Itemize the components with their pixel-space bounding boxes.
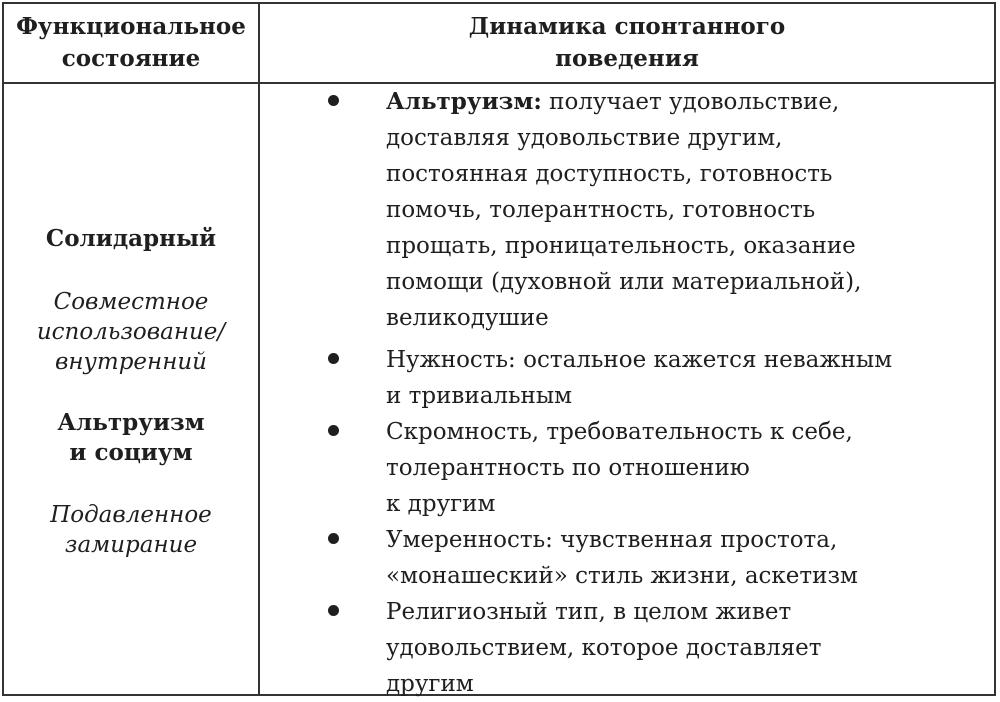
state-solidarny: Солидарный xyxy=(45,225,217,252)
functional-state-cell xyxy=(4,84,258,694)
item-3-line-3: к другим xyxy=(386,491,496,517)
state-altruizm-line-1: Альтруизм xyxy=(57,409,205,436)
state-sovmestnoe-line-3: внутренний xyxy=(55,349,207,375)
state-podavlennoe-line-1: Подавленное xyxy=(50,502,212,528)
item-1-line-4: помочь, толерантность, готовность xyxy=(386,197,816,223)
item-1-first-rest: получает удовольствие, xyxy=(541,89,840,115)
item-4-line-2: «монашеский» стиль жизни, аскетизм xyxy=(386,563,858,589)
item-1-line-3: постоянная доступность, готовность xyxy=(386,161,833,187)
item-5-line-2: удовольствием, которое доставляет xyxy=(386,635,822,661)
item-4-line-1: Умеренность: чувственная простота, xyxy=(386,527,838,553)
item-5-line-3: другим xyxy=(386,671,474,697)
bullet-icon xyxy=(328,425,339,436)
behavior-dynamics-cell xyxy=(260,84,994,697)
item-1-line-7: великодушие xyxy=(386,305,549,331)
header-col1-line-2: состояние xyxy=(61,45,201,72)
item-3-line-1: Скромность, требовательность к себе, xyxy=(386,419,853,445)
item-5-line-1: Религиозный тип, в целом живет xyxy=(386,599,792,625)
bullet-icon xyxy=(328,95,339,106)
bullet-icon xyxy=(328,533,339,544)
item-2-line-2: и тривиальным xyxy=(386,383,573,409)
state-sovmestnoe-line-2: использование/ xyxy=(36,319,226,345)
state-sovmestnoe-line-1: Совместное xyxy=(53,289,209,315)
bullet-icon xyxy=(328,353,339,364)
header-col2-line-1: Динамика спонтанного xyxy=(468,13,786,40)
item-1-line-2: доставляя удовольствие другим, xyxy=(386,125,783,151)
item-1-bold: Альтруизм: xyxy=(386,88,542,115)
item-1-line-1 xyxy=(386,84,986,120)
functional-state-table xyxy=(2,2,996,696)
item-1-line-5: прощать, проницательность, оказание xyxy=(386,233,856,259)
header-col1-line-1: Функциональное xyxy=(16,13,246,40)
header-behavior-dynamics xyxy=(260,4,994,82)
state-altruizm-line-2: и социум xyxy=(69,439,193,466)
item-2-line-1: Нужность: остальное кажется неважным xyxy=(386,347,893,373)
header-col2-line-2: поведения xyxy=(555,45,699,72)
item-3-line-2: толерантность по отношению xyxy=(386,455,750,481)
bullet-icon xyxy=(328,605,339,616)
header-functional-state xyxy=(4,4,258,82)
item-1-line-6: помощи (духовной или материальной), xyxy=(386,269,862,295)
state-podavlennoe-line-2: замирание xyxy=(64,532,198,558)
